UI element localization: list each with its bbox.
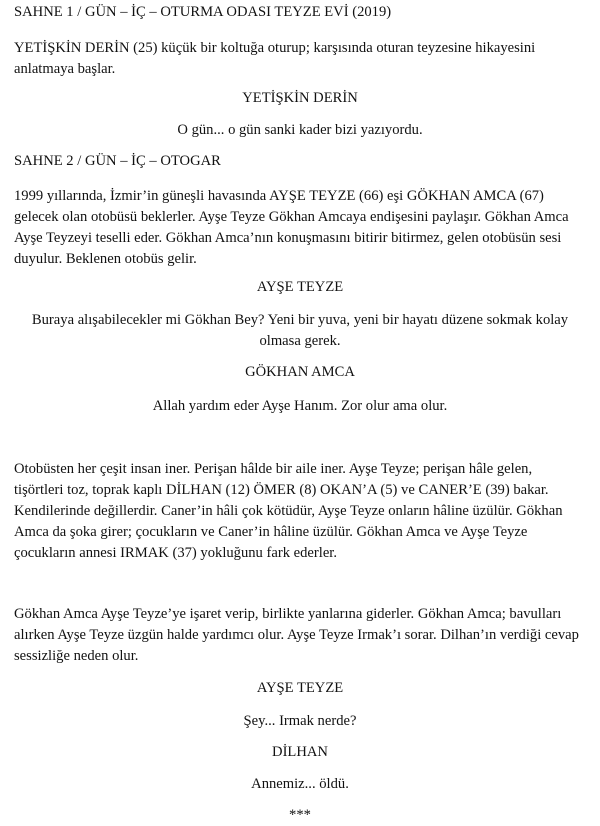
dialogue-ayse-1: Buraya alışabilecekler mi Gökhan Bey? Yeni bir yuva, yeni bir hayatı düzene sokmak kolay olmasa gerek. (31, 312, 569, 349)
dialogue-dilhan: Annemiz... öldü. (251, 776, 349, 792)
character-name-gokhan: GÖKHAN AMCA (245, 364, 355, 380)
dialogue-ayse-2: Şey... Irmak nerde? (243, 713, 357, 729)
character-name-ayse-2: AYŞE TEYZE (256, 680, 344, 696)
dialogue-derin: O gün... o gün sanki kader bizi yazıyordu. (177, 122, 423, 138)
scene-1-action: YETİŞKİN DERİN (25) küçük bir koltuğa oturup; karşısında oturan teyzesine hikayesini anlatmaya başlar. (14, 40, 536, 77)
scene-1-heading: SAHNE 1 / GÜN – İÇ – OTURMA ODASI TEYZE EVİ (2019) (14, 4, 392, 20)
dialogue-gokhan: Allah yardım eder Ayşe Hanım. Zor olur ama olur. (152, 398, 448, 414)
scene-2-action-1: 1999 yıllarında, İzmir’in güneşli havasında AYŞE TEYZE (66) eşi GÖKHAN AMCA (67) gelecek olan otobüsü beklerler. Ayşe Teyze Gökhan Amcaya endişesini paylaşır. Gökhan Amca Ayşe Teyzeyi teselli eder. Gökhan Amca’nın konuşmasını bitirir bitirmez, gelen otobüsün sesi duyulur. Beklenen otobüs gelir. (14, 188, 569, 267)
scene-break: *** (289, 807, 311, 823)
character-name-derin: YETİŞKİN DERİN (242, 90, 358, 106)
scene-2-action-2: Otobüsten her çeşit insan iner. Perişan hâlde bir aile iner. Ayşe Teyze; perişan hâle gelen, tişörtleri toz, toprak kaplı DİLHAN (12) ÖMER (8) OKAN’A (5) ve CANER’E (39) bakar. Kendilerinde değillerdir. Caner’in hâli çok kötüdür, Ayşe Teyze onların hâline üzülür. Gökhan Amca da şoka girer; çocukların ve Caner’in hâline üzülür. Gökhan Amca ve Ayşe Teyze çocukların annesi IRMAK (37) yokluğunu fark ederler. (14, 461, 563, 561)
scene-2-action-3: Gökhan Amca Ayşe Teyze’ye işaret verip, birlikte yanlarına giderler. Gökhan Amca; bavulları alırken Ayşe Teyze üzgün halde yardımcı olur. Ayşe Teyze Irmak’ı sorar. Dilhan’ın verdiği cevap sessizliğe neden olur. (14, 606, 579, 664)
scene-2-heading: SAHNE 2 / GÜN – İÇ – OTOGAR (14, 153, 221, 169)
character-name-ayse-1: AYŞE TEYZE (256, 279, 344, 295)
character-name-dilhan: DİLHAN (272, 744, 328, 760)
